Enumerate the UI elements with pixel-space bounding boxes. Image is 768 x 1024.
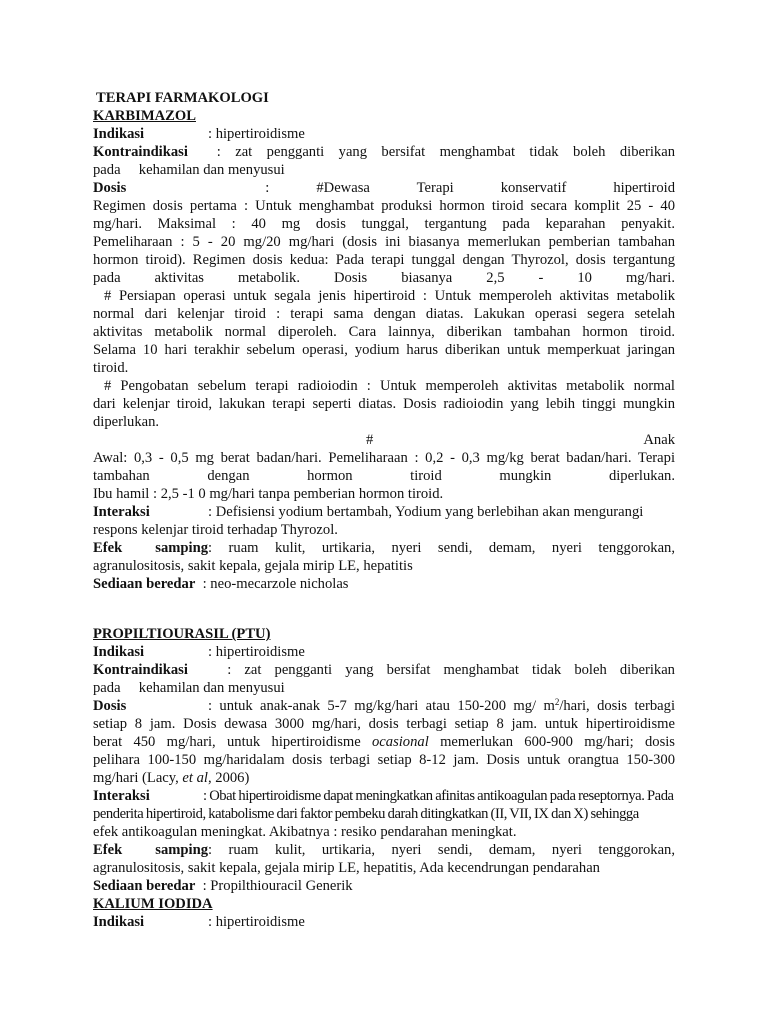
document-title: TERAPI FARMAKOLOGI	[96, 90, 269, 106]
dosis-line: Regimen dosis pertama : Untuk menghambat produksi hormon tiroid secara komplit 25 - 40	[93, 198, 675, 214]
ptu-interaksi	[93, 787, 675, 805]
dosis-line: tiroid.	[93, 360, 129, 376]
dosis-line: tambahan dengan hormon tiroid mungkin diperlukan.	[93, 468, 675, 484]
dosis-line: dari kelenjar tiroid, lakukan terapi seperti diatas. Dosis radioiodin yang lebih tinggi mungkin	[93, 396, 675, 412]
dosis-line: aktivitas metabolik normal diperoleh. Cara lainnya, diberikan tambahan hormon tiroid.	[93, 324, 675, 340]
karbimazol-interaksi-cont: respons kelenjar tiroid terhadap Thyrozol.	[93, 522, 338, 538]
dosis-line: pada aktivitas metabolik. Dosis biasanya 2,5 - 10 mg/hari.	[93, 270, 675, 286]
kalium-indikasi	[93, 913, 675, 931]
karbimazol-dosis	[93, 179, 675, 197]
indikasi-label: Indikasi	[93, 914, 145, 930]
karbimazol-efek-samping-cont: agranulositosis, sakit kepala, gejala mirip LE, hepatitis	[93, 558, 413, 574]
karbimazol-efek-samping	[93, 539, 675, 557]
efek-samping-text: : ruam kulit, urtikaria, nyeri sendi, demam, nyeri tenggorokan,	[208, 842, 675, 858]
dosis-text: , 2006)	[207, 770, 250, 786]
ptu-efek-samping-cont: agranulositosis, sakit kepala, gejala mirip LE, hepatitis, Ada kecendrungan pendarahan	[93, 860, 600, 876]
ptu-dosis	[93, 697, 675, 715]
indikasi-label: Indikasi	[93, 126, 145, 142]
dosis-label: Dosis	[93, 180, 127, 196]
section-heading-karbimazol: KARBIMAZOL	[93, 108, 196, 124]
indikasi-label: Indikasi	[93, 644, 145, 660]
dosis-line: # Persiapan operasi untuk segala jenis hipertiroid : Untuk memperoleh aktivitas metabolik	[104, 288, 675, 304]
dosis-line: Ibu hamil : 2,5 -1 0 mg/hari tanpa pemberian hormon tiroid.	[93, 486, 444, 502]
kontraindikasi-text: : zat pengganti yang bersifat menghambat tidak boleh diberikan	[216, 144, 675, 160]
indikasi-value: : hipertiroidisme	[208, 126, 305, 142]
dosis-line: # Pengobatan sebelum terapi radioiodin : Untuk memperoleh aktivitas metabolik normal	[104, 378, 675, 394]
kontraindikasi-text: : zat pengganti yang bersifat menghambat tidak boleh diberikan	[227, 662, 675, 678]
sediaan-value: : Propilthiouracil Generik	[202, 878, 353, 894]
kontraindikasi-label: Kontraindikasi	[93, 662, 188, 678]
interaksi-text: : Defisiensi yodium bertambah, Yodium yang berlebihan akan mengurangi	[208, 504, 644, 520]
dosis-label: Dosis	[93, 698, 127, 714]
interaksi-label: Interaksi	[93, 504, 150, 520]
dosis-text: memerlukan 600-900 mg/hari; dosis	[428, 734, 675, 750]
dosis-line: pelihara 100-150 mg/haridalam dosis terbagi setiap 8-12 jam. Dosis untuk orangtua 150-300	[93, 752, 675, 768]
dosis-text: mg/hari (Lacy,	[93, 770, 183, 786]
karbimazol-kontraindikasi	[93, 143, 675, 161]
karbimazol-interaksi	[93, 503, 675, 521]
dosis-line: mg/hari. Maksimal : 40 mg dosis tunggal, tergantung pada keparahan penyakit.	[93, 216, 675, 232]
indikasi-value: : hipertiroidisme	[208, 914, 305, 930]
karbimazol-kontraindikasi-cont: pada kehamilan dan menyusui	[93, 162, 285, 178]
dosis-line	[93, 769, 675, 787]
ptu-kontraindikasi	[93, 661, 675, 679]
dosis-line: Awal: 0,3 - 0,5 mg berat badan/hari. Pemeliharaan : 0,2 - 0,3 mg/kg berat badan/hari. Terapi	[93, 450, 675, 466]
ptu-kontraindikasi-cont: pada kehamilan dan menyusui	[93, 680, 285, 696]
dosis-text: /hari, dosis terbagi	[559, 698, 675, 714]
kontraindikasi-label: Kontraindikasi	[93, 144, 188, 160]
dosis-italic: ocasional	[372, 734, 429, 750]
interaksi-text: : Obat hipertiroidisme dapat meningkatkan afinitas antikoagulan pada reseptornya. Pada	[203, 788, 674, 804]
efek-samping-text: : ruam kulit, urtikaria, nyeri sendi, demam, nyeri tenggorokan,	[208, 540, 675, 556]
dosis-line	[93, 733, 675, 751]
dosis-line: setiap 8 jam. Dosis dewasa 3000 mg/hari, dosis terbagi setiap 8 jam. untuk hipertiroidisme	[93, 716, 675, 732]
efek-samping-label: Efek samping	[93, 842, 208, 858]
ptu-sediaan	[93, 877, 675, 895]
karbimazol-sediaan	[93, 575, 675, 593]
dosis-line: # Anak	[366, 432, 675, 448]
sediaan-label: Sediaan beredar	[93, 878, 196, 894]
efek-samping-label: Efek samping	[93, 540, 208, 556]
ptu-efek-samping	[93, 841, 675, 859]
dosis-text: : untuk anak-anak 5-7 mg/kg/hari atau 150-200 mg/ m	[208, 698, 555, 714]
ptu-interaksi-cont: efek antikoagulan meningkat. Akibatnya : resiko pendarahan meningkat.	[93, 824, 517, 840]
ptu-interaksi-cont: penderita hipertiroid, katabolisme dari faktor pembeku darah ditingkatkan (II, VII, IX dan X) sehingga	[93, 806, 639, 822]
sediaan-label: Sediaan beredar	[93, 576, 196, 592]
dosis-line: normal dari kelenjar tiroid : terapi sama dengan diatas. Lakukan operasi segera setelah	[93, 306, 675, 322]
section-heading-kalium-iodida: KALIUM IODIDA	[93, 896, 213, 912]
sediaan-value: : neo-mecarzole nicholas	[202, 576, 349, 592]
dosis-line: hormon tiroid). Regimen dosis kedua: Pada terapi tunggal dengan Thyrozol, dosis tergantung	[93, 252, 675, 268]
superscript: 2	[554, 697, 560, 707]
dosis-line: Pemeliharaan : 5 - 20 mg/20 mg/hari (dosis ini biasanya memerlukan pemberian tambahan	[93, 234, 675, 250]
dosis-line: diperlukan.	[93, 414, 160, 430]
section-heading-ptu: PROPILTIOURASIL (PTU)	[93, 626, 271, 642]
indikasi-value: : hipertiroidisme	[208, 644, 305, 660]
karbimazol-indikasi	[93, 125, 675, 143]
ptu-indikasi	[93, 643, 675, 661]
citation-italic: et al	[182, 770, 208, 786]
dosis-text: berat 450 mg/hari, untuk hipertiroidisme	[93, 734, 372, 750]
dosis-text: : #Dewasa Terapi konservatif hipertiroid	[265, 180, 675, 196]
dosis-line: Selama 10 hari terakhir sebelum operasi, yodium harus diberikan untuk memperkuat jaringan	[93, 342, 675, 358]
interaksi-label: Interaksi	[93, 788, 150, 804]
